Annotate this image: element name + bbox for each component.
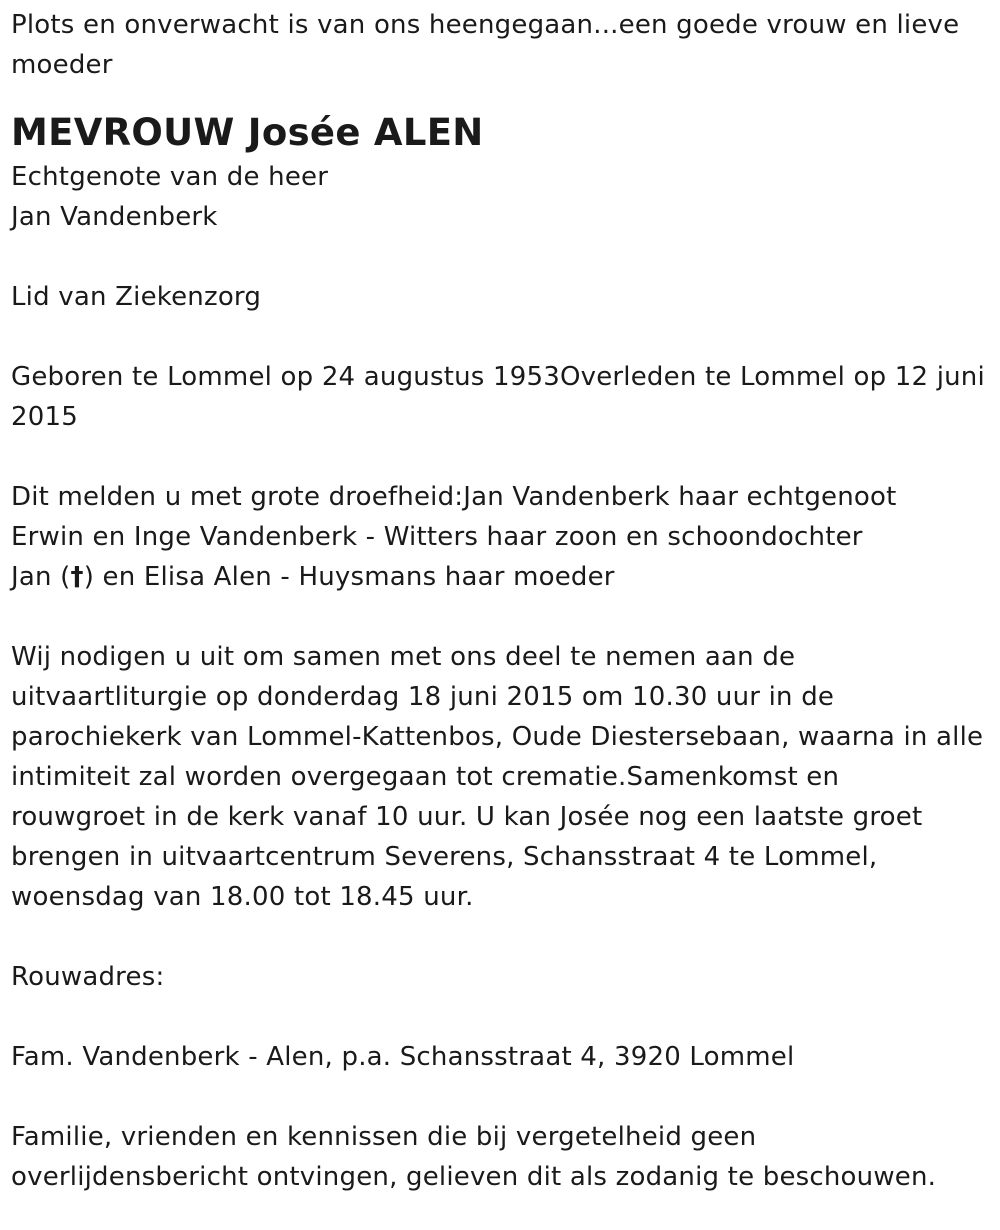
spacer <box>11 1077 990 1117</box>
announcer-line: Erwin en Inge Vandenberk - Witters haar zoon en schoondochter <box>11 522 863 552</box>
address-label-text: Rouwadres: <box>11 962 165 992</box>
intro-line: Plots en onverwacht is van ons heengegaan...een goede vrouw en lieve <box>11 10 960 40</box>
cross-icon: † <box>70 562 84 592</box>
dates-line: 2015 <box>11 402 78 432</box>
invitation-line: uitvaartliturgie op donderdag 18 juni 2015 om 10.30 uur in de <box>11 682 835 712</box>
deceased-name: MEVROUW Josée ALEN <box>11 111 484 154</box>
closing-line: overlijdensbericht ontvingen, gelieven dit als zodanig te beschouwen. <box>11 1162 937 1192</box>
closing-line: Familie, vrienden en kennissen die bij vergetelheid geen <box>11 1122 757 1152</box>
membership <box>11 277 990 317</box>
closing-paragraph <box>11 1117 990 1197</box>
invitation-line: Wij nodigen u uit om samen met ons deel te nemen aan de <box>11 642 796 672</box>
membership-text: Lid van Ziekenzorg <box>11 282 262 312</box>
spacer <box>11 317 990 357</box>
announcer-line <box>11 557 990 597</box>
address <box>11 1037 990 1077</box>
invitation-line: rouwgroet in de kerk vanaf 10 uur. U kan Josée nog een laatste groet <box>11 802 923 832</box>
invitation-line: brengen in uitvaartcentrum Severens, Schansstraat 4 te Lommel, <box>11 842 878 872</box>
spacer <box>11 437 990 477</box>
spouse-line: Echtgenote van de heer <box>11 162 329 192</box>
invitation-line: parochiekerk van Lommel-Kattenbos, Oude Diestersebaan, waarna in alle <box>11 722 984 752</box>
intro-paragraph <box>11 5 990 85</box>
intro-line: moeder <box>11 50 113 80</box>
spacer <box>11 237 990 277</box>
dates-paragraph <box>11 357 990 437</box>
dates-line: Geboren te Lommel op 24 augustus 1953Overleden te Lommel op 12 juni <box>11 362 985 392</box>
spouse-name: Jan Vandenberk <box>11 202 218 232</box>
invitation-paragraph <box>11 637 990 917</box>
invitation-line: woensdag van 18.00 tot 18.45 uur. <box>11 882 474 912</box>
spacer <box>11 597 990 637</box>
announcers-paragraph <box>11 477 990 597</box>
spacer <box>11 917 990 957</box>
announcer-line: Dit melden u met grote droefheid:Jan Vandenberk haar echtgenoot <box>11 482 897 512</box>
spouse-paragraph <box>11 157 990 237</box>
announcer-text: Jan ( <box>11 562 71 592</box>
spacer <box>11 997 990 1037</box>
address-text: Fam. Vandenberk - Alen, p.a. Schansstraat 4, 3920 Lommel <box>11 1042 795 1072</box>
invitation-line: intimiteit zal worden overgegaan tot crematie.Samenkomst en <box>11 762 840 792</box>
announcer-text: ) en Elisa Alen - Huysmans haar moeder <box>83 562 615 592</box>
address-label <box>11 957 990 997</box>
